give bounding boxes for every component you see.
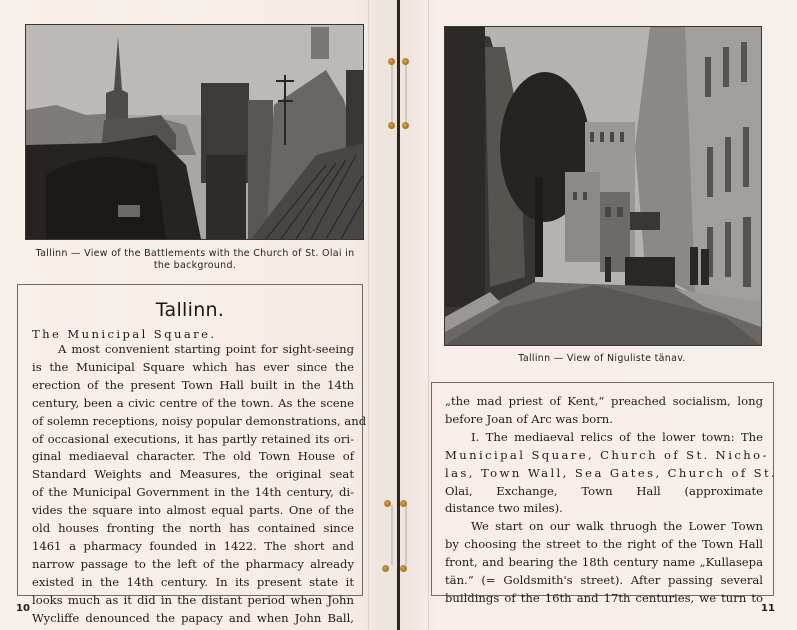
text-line: I. The mediaeval relics of the lower town: The [471, 429, 763, 444]
page-title: Tallinn. [155, 299, 225, 321]
text-line: existed in the 14th century. In its present state it [32, 574, 354, 589]
staple-icon [388, 58, 395, 65]
section-heading: The Municipal Square. [32, 327, 217, 341]
text-line: Standard Weights and Measures, the original seat [32, 467, 354, 482]
text-line: of solemn receptions, noisy popular demonstrations, and [32, 413, 367, 428]
right-page-fold [428, 0, 429, 630]
text-line: of the Municipal Government in the 14th century, di- [32, 485, 354, 500]
page-number-right: 11 [761, 603, 775, 614]
text-line: tän.“ (= Goldsmith's street). After passing several [445, 573, 763, 588]
text-line: Municipal Square, Church of St. Nicho- [445, 447, 769, 462]
street-photo [444, 26, 762, 346]
text-line: narrow passage to the left of the pharmacy already [32, 556, 354, 571]
staple-icon [400, 500, 407, 507]
street-caption: Tallinn — View of Niguliste tänav. [518, 353, 686, 364]
staple-wire [405, 505, 407, 565]
text-line: looks much as it did in the distant period when John [32, 592, 354, 607]
staple-wire [391, 505, 393, 565]
text-line: 1461 a pharmacy founded in 1422. The short and [32, 538, 354, 553]
text-line: of occasional executions, it has partly retained its ori- [32, 431, 354, 446]
text-line: las, Town Wall, Sea Gates, Church of St. [445, 465, 778, 480]
staple-wire [391, 65, 393, 125]
battlements-caption [10, 248, 380, 272]
caption-line: Tallinn — View of the Battlements with the Church of St. Olai in [35, 248, 355, 259]
text-line: A most convenient starting point for sight-seeing [58, 342, 354, 356]
right-text-box [431, 382, 778, 605]
staple-icon [402, 122, 409, 129]
caption-line: the background. [153, 260, 237, 271]
staple-wire [405, 65, 407, 125]
staple-icon [402, 58, 409, 65]
battlements-photo [25, 24, 364, 240]
text-line: by choosing the street to the right of the Town Hall [445, 537, 763, 552]
left-page-fold [368, 0, 369, 630]
right-body-text [432, 383, 778, 608]
text-line: We start on our walk thruogh the Lower Town [471, 519, 763, 534]
text-line: Wycliffe denounced the papacy and when John Ball, [32, 610, 354, 625]
staple-icon [382, 565, 389, 572]
text-line: century, been a civic centre of the town. As the scene [32, 395, 354, 410]
text-line: vides the square into almost equal parts. One of the [32, 503, 354, 518]
staple-icon [384, 500, 391, 507]
text-line: old houses fronting the north has contained since [32, 521, 354, 536]
text-line: ginal mediaeval character. The old Town House of [32, 449, 354, 464]
text-line: buildings of the 16th and 17th centuries, we turn to [445, 590, 763, 605]
text-line: Olai, Exchange, Town Hall (approximate [445, 483, 763, 498]
text-line: erection of the present Town Hall built in the 14th [32, 377, 354, 392]
book-spine [397, 0, 400, 630]
text-line: „the mad priest of Kent,“ preached socialism, long [445, 394, 763, 408]
staple-icon [400, 565, 407, 572]
staple-icon [388, 122, 395, 129]
left-body-text [32, 341, 367, 628]
text-line: before Joan of Arc was born. [445, 411, 613, 426]
text-line: is the Municipal Square which has ever since the [32, 359, 354, 374]
text-line: distance two miles). [445, 501, 563, 516]
text-line: front, and bearing the 18th century name „Kullasepa [445, 555, 763, 570]
page-number-left: 10 [16, 603, 30, 614]
